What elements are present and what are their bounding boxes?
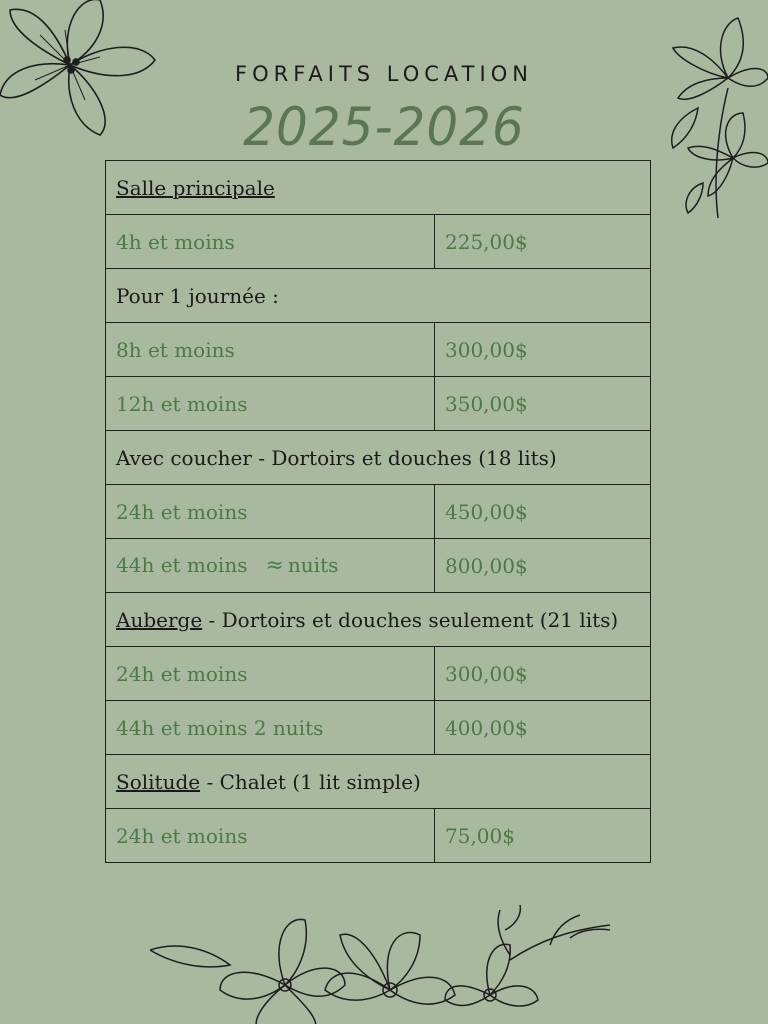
table-row (106, 377, 651, 431)
section-heading-row (106, 593, 651, 647)
price-value: 450,00$ (435, 485, 651, 539)
table-row (106, 539, 651, 593)
table-row (106, 701, 651, 755)
section-heading-row (106, 431, 651, 485)
duration-label: 44h et moins (116, 553, 248, 577)
table-row (106, 809, 651, 863)
table-row (106, 485, 651, 539)
price-value: 75,00$ (435, 809, 651, 863)
price-value: 300,00$ (435, 647, 651, 701)
flower-illustration-bottom (150, 900, 620, 1024)
section-heading: Solitude - Chalet (1 lit simple) (106, 755, 651, 809)
section-title: Avec coucher - Dortoirs et douches (18 lits) (116, 445, 557, 470)
table-row (106, 215, 651, 269)
price-value: 350,00$ (435, 377, 651, 431)
pricing-table (105, 160, 651, 863)
duration-label: 24h et moins (106, 485, 435, 539)
section-title: Auberge (116, 607, 203, 632)
section-heading: Auberge - Dortoirs et douches seulement (21 lits) (106, 593, 651, 647)
section-heading-row (106, 269, 651, 323)
section-title: Solitude (116, 769, 201, 794)
price-value: 800,00$ (435, 539, 651, 593)
duration-label-cell (106, 539, 435, 593)
duration-label: 12h et moins (106, 377, 435, 431)
table-row (106, 647, 651, 701)
section-heading (106, 269, 651, 323)
price-value: 225,00$ (435, 215, 651, 269)
duration-label: 4h et moins (106, 215, 435, 269)
duration-label: 44h et moins 2 nuits (106, 701, 435, 755)
section-heading (106, 431, 651, 485)
price-value: 400,00$ (435, 701, 651, 755)
section-title: Salle principale (116, 175, 275, 200)
section-heading-row (106, 161, 651, 215)
duration-label: 8h et moins (106, 323, 435, 377)
table-row (106, 323, 651, 377)
section-heading-row (106, 755, 651, 809)
duration-label: 24h et moins (106, 647, 435, 701)
nights-suffix: nuits (287, 553, 339, 577)
section-title: Pour 1 journée : (116, 283, 279, 308)
price-value: 300,00$ (435, 323, 651, 377)
duration-label: 24h et moins (106, 809, 435, 863)
season-year: 2025-2026 (243, 96, 525, 158)
page-title: FORFAITS LOCATION (235, 62, 533, 86)
approx-symbol: ≈ (265, 553, 284, 578)
section-heading (106, 161, 651, 215)
